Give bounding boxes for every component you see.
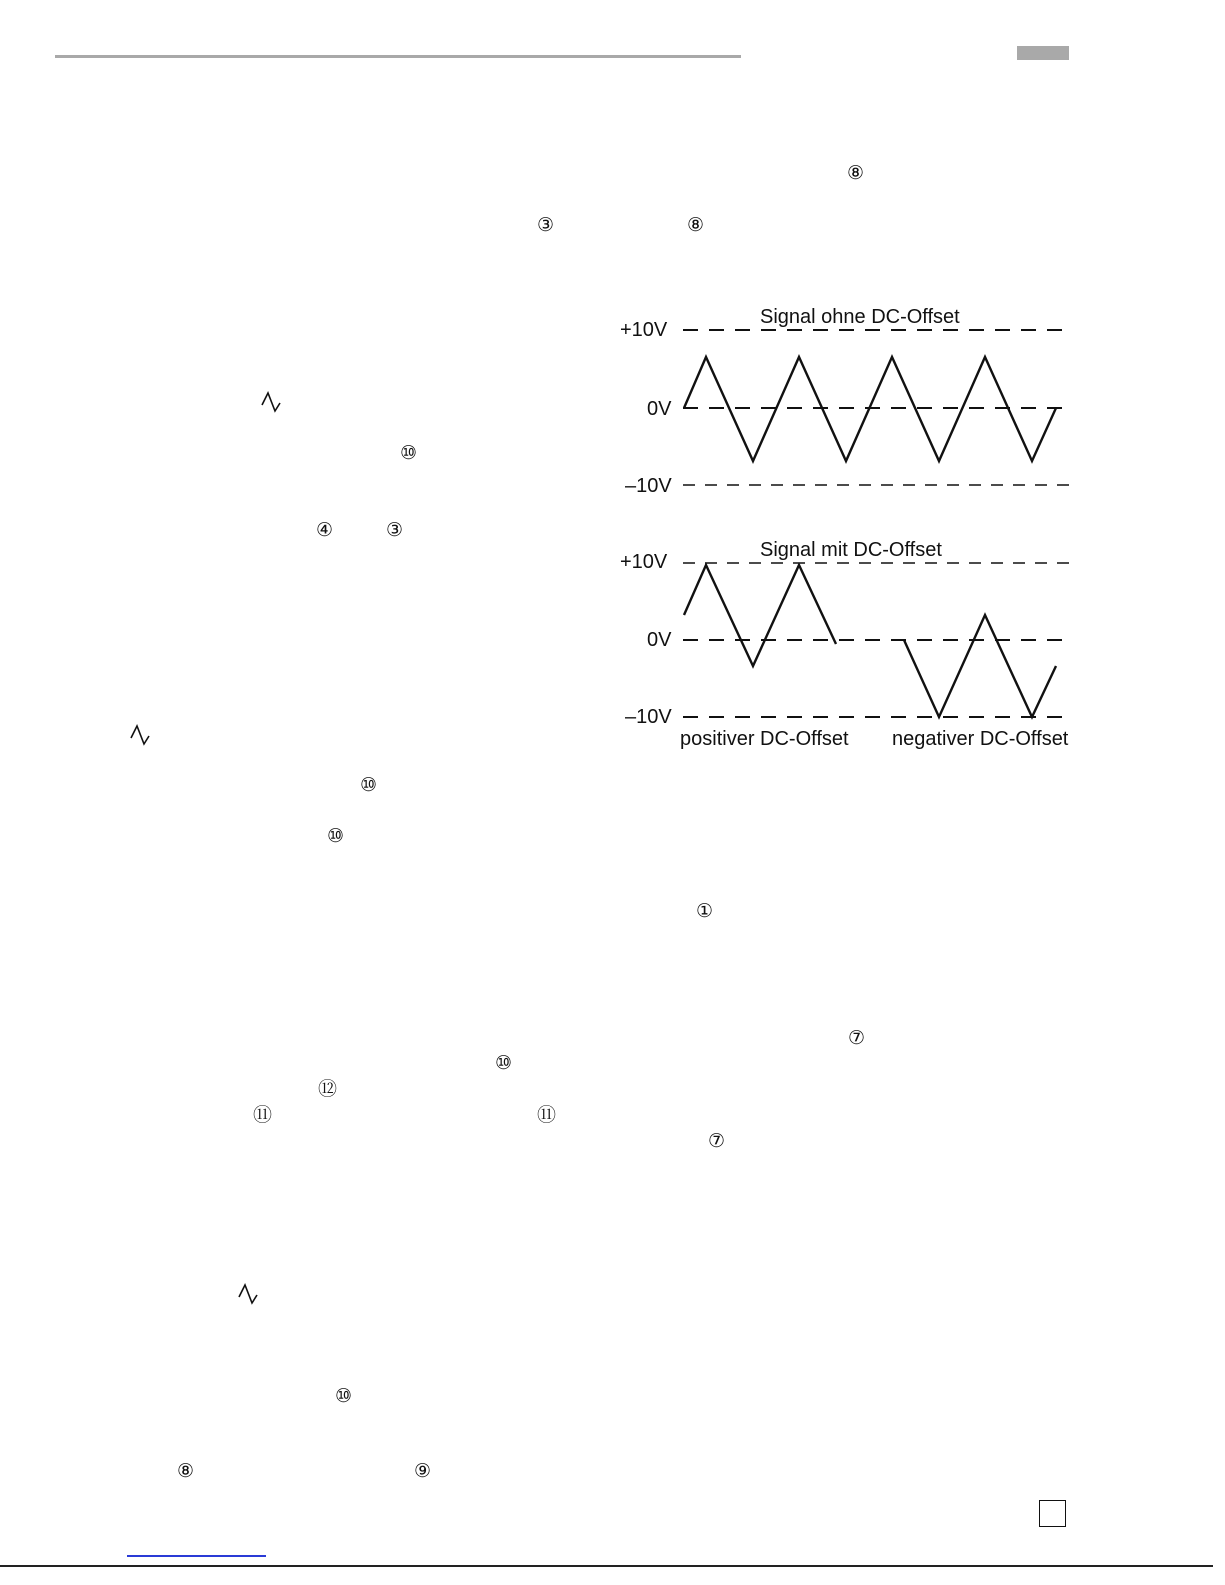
signal-with-offset-panel xyxy=(620,539,1070,750)
panel-title-bottom: Signal mit DC-Offset xyxy=(760,539,942,561)
axis-label-plus10v: +10V xyxy=(620,319,668,341)
ref-marker-3: ③ xyxy=(537,214,555,236)
ref-marker-8: ⑧ xyxy=(687,214,705,236)
footer-link-underline[interactable] xyxy=(127,1555,266,1557)
ref-marker-10: ⑩ xyxy=(335,1385,353,1407)
triangle-wave-icon xyxy=(129,722,151,748)
ref-marker-11: ⑪ xyxy=(253,1104,273,1126)
ref-marker-8: ⑧ xyxy=(177,1460,195,1482)
triangle-wave-icon xyxy=(237,1281,259,1307)
ref-marker-11: ⑪ xyxy=(537,1104,557,1126)
ref-marker-4: ④ xyxy=(316,519,334,541)
axis-label-plus10v: +10V xyxy=(620,551,668,573)
axis-label-minus10v: –10V xyxy=(625,475,672,497)
ref-marker-12: ⑫ xyxy=(318,1078,338,1100)
page-number-box xyxy=(1039,1500,1066,1527)
axis-label-minus10v: –10V xyxy=(625,706,672,728)
ref-marker-10: ⑩ xyxy=(495,1052,513,1074)
header-tab-marker xyxy=(1017,46,1069,60)
ref-marker-10: ⑩ xyxy=(360,774,378,796)
ref-marker-7: ⑦ xyxy=(708,1130,726,1152)
caption-positive-offset: positiver DC-Offset xyxy=(680,728,849,750)
triangle-signal-positive-offset xyxy=(684,565,836,666)
triangle-signal-negative-offset xyxy=(904,615,1056,717)
caption-negative-offset: negativer DC-Offset xyxy=(892,728,1069,750)
header-rule xyxy=(55,55,741,58)
axis-label-0v: 0V xyxy=(647,629,672,651)
ref-marker-9: ⑨ xyxy=(414,1460,432,1482)
ref-marker-7: ⑦ xyxy=(848,1027,866,1049)
panel-title-top: Signal ohne DC-Offset xyxy=(760,306,960,328)
ref-marker-10: ⑩ xyxy=(400,442,418,464)
signal-without-offset-panel xyxy=(620,306,1070,497)
triangle-wave-icon xyxy=(260,389,282,415)
axis-label-0v: 0V xyxy=(647,398,672,420)
ref-marker-8: ⑧ xyxy=(847,162,865,184)
ref-marker-3: ③ xyxy=(386,519,404,541)
ref-marker-1: ① xyxy=(696,900,714,922)
dc-offset-figure xyxy=(600,295,1080,755)
footer-rule xyxy=(0,1565,1213,1567)
ref-marker-10: ⑩ xyxy=(327,825,345,847)
